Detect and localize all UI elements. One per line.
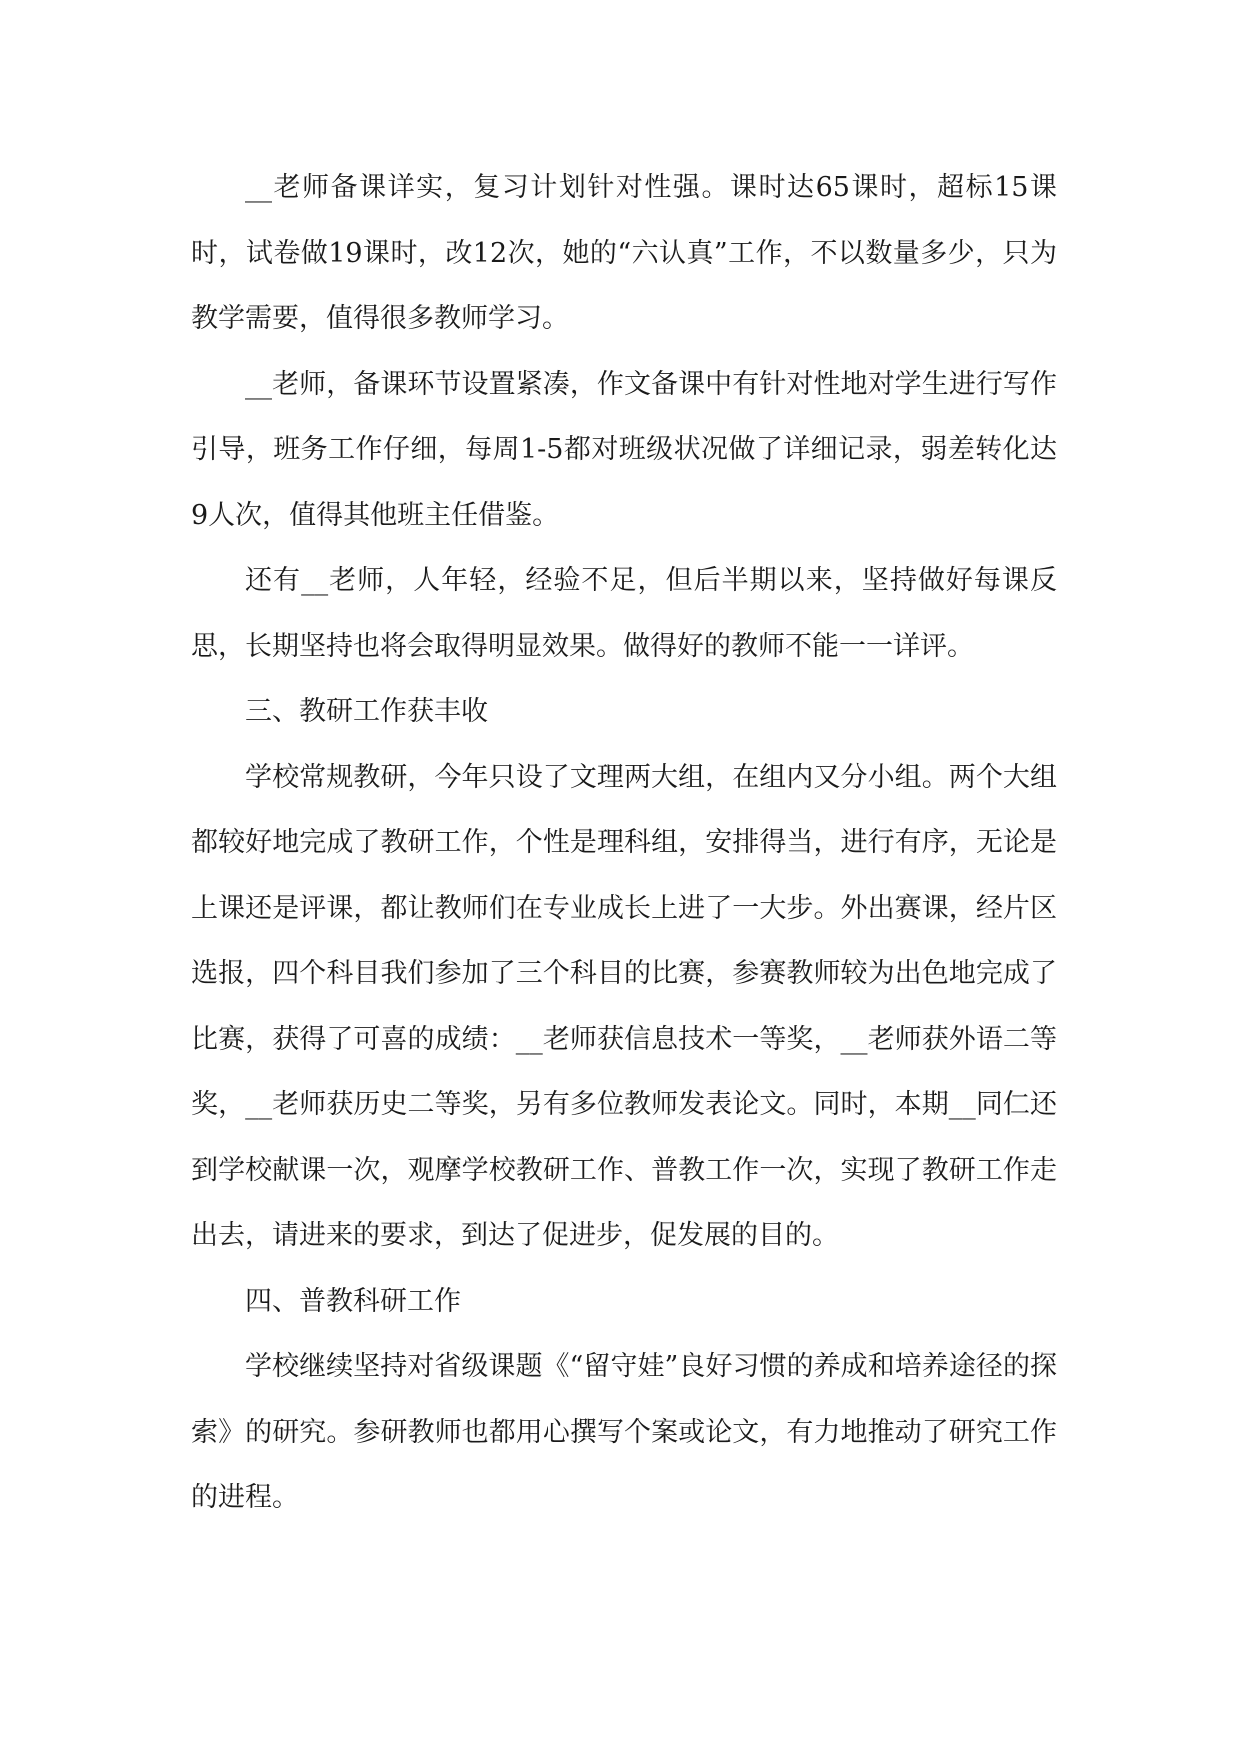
- section-heading-teaching-research: 三、教研工作获丰收: [245, 696, 488, 727]
- paragraph-teaching-research: 学校常规教研，今年只设了文理两大组，在组内又分小组。两个大组都较好地完成了教研工作，个性是理科组，安排得当，进行有序，无论是上课还是评课，都让教师们在专业成长上进了一大步。外出赛课，经片区选报，四个科目我们参加了三个科目的比赛，参赛教师较为出色地完成了比赛，获得了可喜的成绩：__老师获信息技术一等奖，__老师获外语二等奖，__老师获历史二等奖，另有多位教师发表论文。同时，本期__同仁还到学校献课一次，观摩学校教研工作、普教工作一次，实现了教研工作走出去，请进来的要求，到达了促进步，促发展的目的。: [191, 761, 1057, 1251]
- paragraph-teacher-lesson-prep: __老师备课详实，复习计划针对性强。课时达65课时，超标15课时，试卷做19课时，改12次，她的“六认真”工作，不以数量多少，只为教学需要，值得很多教师学习。: [191, 172, 1057, 334]
- paragraph-young-teacher: 还有__老师，人年轻，经验不足，但后半期以来，坚持做好每课反思，长期坚持也将会取得明显效果。做得好的教师不能一一详评。: [191, 565, 1057, 662]
- document-body: [191, 155, 1057, 1531]
- section-heading-general-research: 四、普教科研工作: [245, 1285, 461, 1317]
- paragraph-teacher-class-management: __老师，备课环节设置紧凑，作文备课中有针对性地对学生进行写作引导，班务工作仔细，每周1-5都对班级状况做了详细记录，弱差转化达9人次，值得其他班主任借鉴。: [191, 368, 1057, 531]
- paragraph-general-research: 学校继续坚持对省级课题《“留守娃”良好习惯的养成和培养途径的探索》的研究。参研教师也都用心撰写个案或论文，有力地推动了研究工作的进程。: [191, 1351, 1057, 1513]
